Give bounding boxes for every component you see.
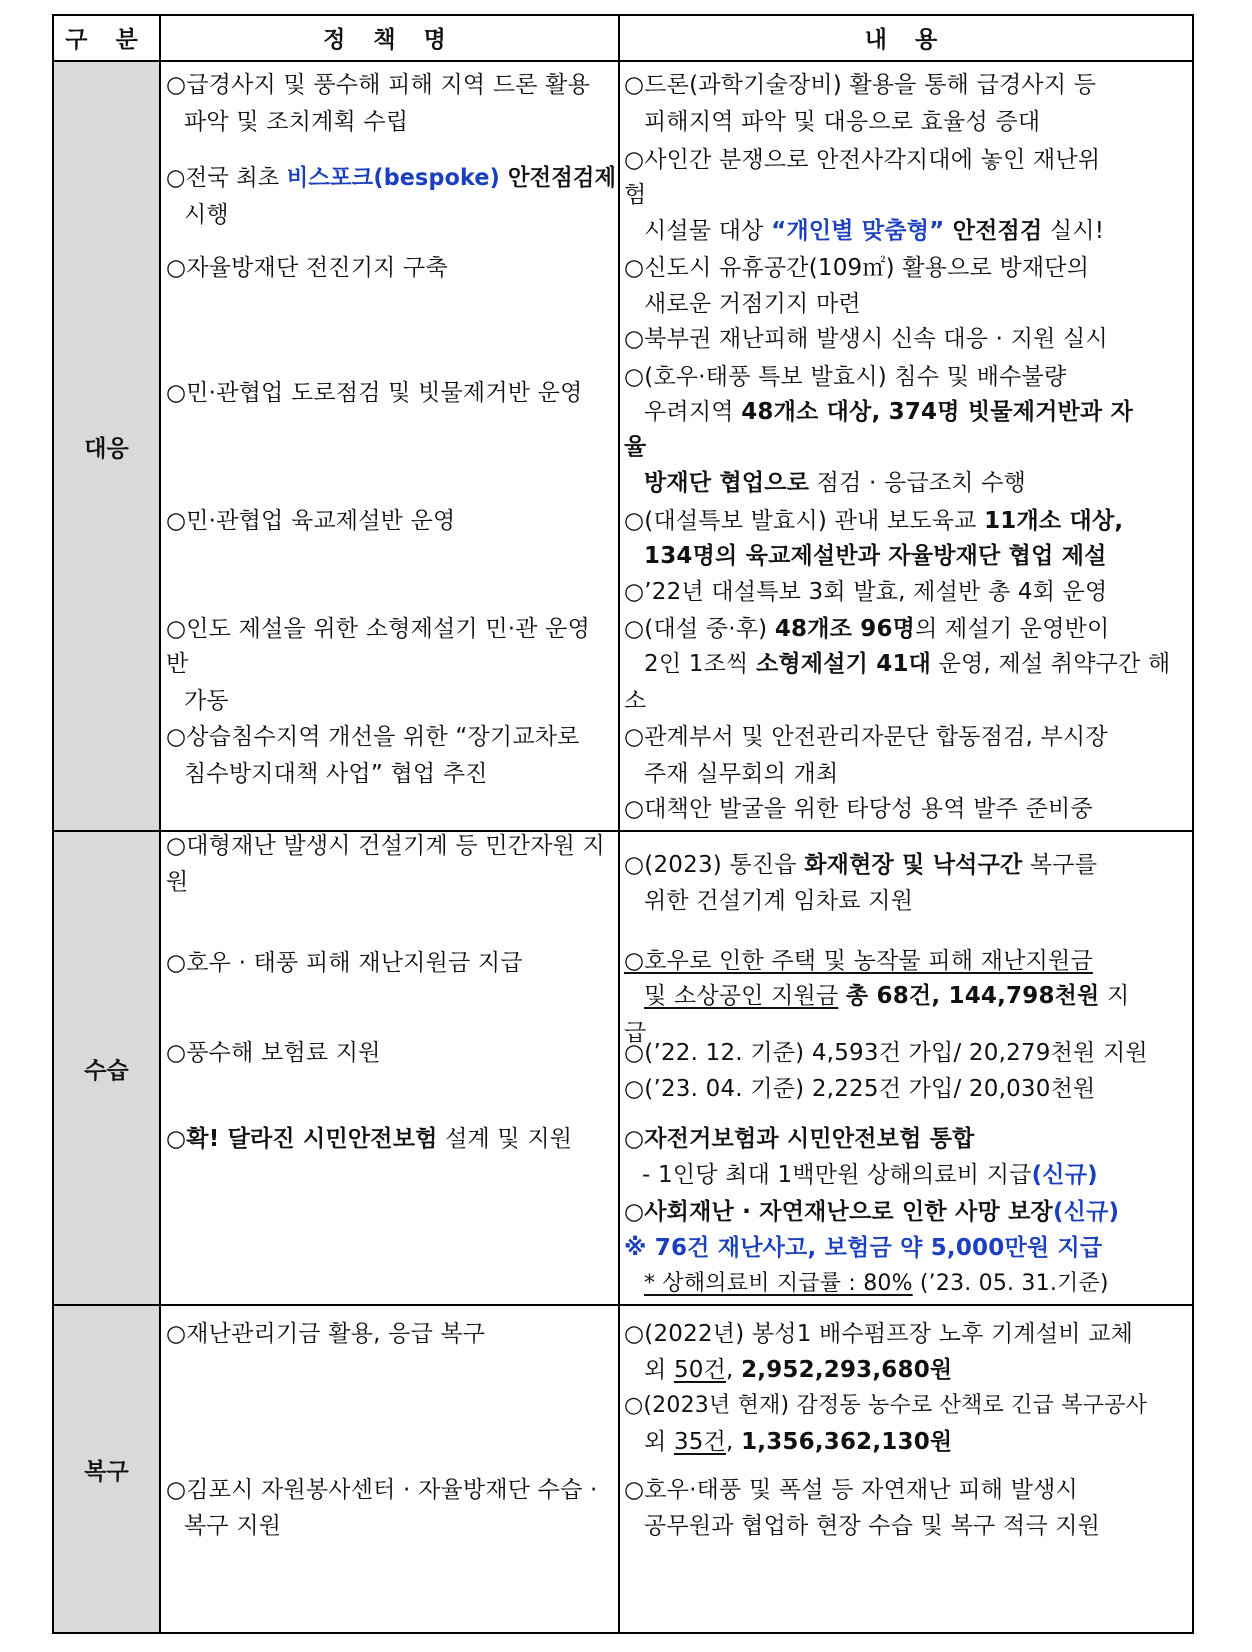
- content-line: 소: [624, 688, 647, 714]
- content-line: 피해지역 파악 및 대응으로 효율성 증대: [644, 109, 1041, 135]
- category-recovery-support: [54, 832, 159, 1304]
- content-line: 험: [624, 182, 647, 208]
- content-line: ○(2023년 현재) 감정동 농수로 산책로 긴급 복구공사: [624, 1393, 1148, 1418]
- content-line: 우려지역 48개소 대상, 374명 빗물제거반과 자: [644, 399, 1133, 425]
- content-line: ○(2022년) 봉성1 배수펌프장 노후 기계설비 교체: [624, 1321, 1134, 1347]
- content-line: ○(’22. 12. 기준) 4,593건 가입/ 20,279천원 지원: [624, 1040, 1148, 1066]
- content-line: ○사인간 분쟁으로 안전사각지대에 놓인 재난위: [624, 147, 1101, 173]
- policy-line: ○풍수해 보험료 지원: [166, 1040, 381, 1066]
- bespoke-highlight: 비스포크(bespoke): [286, 165, 501, 191]
- policy-line: ○민·관협업 도로점검 및 빗물제거반 운영: [166, 380, 583, 406]
- column-divider-2: [618, 14, 620, 1634]
- content-line: 위한 건설기계 임차료 지원: [644, 888, 914, 914]
- header-content: [620, 14, 1192, 60]
- policy-line: 파악 및 조치계획 수립: [184, 109, 409, 135]
- category-restoration-label: 복구: [84, 1458, 129, 1485]
- content-line: 2인 1조씩 소형제설기 41대 운영, 제설 취약구간 해: [644, 651, 1171, 677]
- content-line: ○’22년 대설특보 3회 발효, 제설반 총 4회 운영: [624, 579, 1108, 605]
- policy-line: ○재난관리기금 활용, 응급 복구: [166, 1321, 486, 1347]
- content-line: 시설물 대상 “개인별 맞춤형” 안전점검 실시!: [644, 218, 1105, 244]
- content-line: ○드론(과학기술장비) 활용을 통해 급경사지 등: [624, 72, 1097, 98]
- policy-line: ○전국 최초 비스포크(bespoke) 안전점검제: [166, 165, 617, 191]
- header-divider: [52, 60, 1194, 62]
- policy-line: 시행: [184, 202, 229, 228]
- header-category-label: 구 분: [65, 26, 148, 53]
- content-line: ○(대설 중·후) 48개조 96명의 제설기 운영반이: [624, 616, 1110, 642]
- content-line: ○관계부서 및 안전관리자문단 합동점검, 부시장: [624, 724, 1108, 750]
- category-restoration: [54, 1306, 159, 1632]
- header-policy-name: [161, 14, 618, 60]
- policy-line: ○상습침수지역 개선을 위한 “장기교차로: [166, 724, 580, 750]
- content-line: ○(’23. 04. 기준) 2,225건 가입/ 20,030천원: [624, 1076, 1096, 1102]
- content-line: ○호우·태풍 및 폭설 등 자연재난 피해 발생시: [624, 1477, 1078, 1503]
- policy-line: 복구 지원: [184, 1513, 282, 1539]
- content-line: 급: [624, 1020, 647, 1046]
- content-line: ○북부권 재난피해 발생시 신속 대응 · 지원 실시: [624, 326, 1108, 352]
- category-response-label: 대응: [84, 435, 129, 462]
- category-recovery-support-label: 수습: [84, 1057, 129, 1084]
- content-line: ※ 76건 재난사고, 보험금 약 5,000만원 지급: [624, 1235, 1103, 1261]
- column-divider-1: [159, 14, 161, 1634]
- new-badge: (신규): [1031, 1162, 1098, 1188]
- header-category: [54, 14, 159, 60]
- content-line: 새로운 거점기지 마련: [644, 291, 861, 317]
- policy-table: [52, 14, 1194, 1634]
- policy-line: ○호우 · 태풍 피해 재난지원금 지급: [166, 950, 523, 976]
- policy-line: ○인도 제설을 위한 소형제설기 민·관 운영: [166, 616, 591, 642]
- content-line: 공무원과 협업하 현장 수습 및 복구 적극 지원: [644, 1513, 1101, 1539]
- content-line: 주재 실무회의 개최: [644, 761, 839, 787]
- content-line: 방재단 협업으로 점검 · 응급조치 수행: [644, 470, 1027, 496]
- content-line: - 1인당 최대 1백만원 상해의료비 지급(신규): [642, 1162, 1098, 1188]
- policy-line: ○민·관협업 육교제설반 운영: [166, 508, 456, 534]
- policy-line: ○김포시 자원봉사센터 · 자율방재단 수습 ·: [166, 1477, 598, 1503]
- content-line: ○(2023) 통진읍 화재현장 및 낙석구간 복구를: [624, 852, 1098, 878]
- content-line: 134명의 육교제설반과 자율방재단 협업 제설: [644, 543, 1107, 569]
- header-policy-name-label: 정 책 명: [323, 26, 456, 53]
- policy-line: ○급경사지 및 풍수해 피해 지역 드론 활용: [166, 72, 591, 98]
- header-content-label: 내 용: [864, 26, 948, 53]
- content-line: 및 소상공인 지원금 총 68건, 144,798천원 지: [644, 983, 1130, 1009]
- category-response: [54, 62, 159, 830]
- custom-inspection-highlight: “개인별 맞춤형”: [771, 218, 945, 244]
- content-line: ○사회재난 · 자연재난으로 인한 사망 보장(신규): [624, 1199, 1120, 1225]
- content-line: 외 50건, 2,952,293,680원: [644, 1357, 953, 1383]
- content-line: * 상해의료비 지급률 : 80% (’23. 05. 31.기준): [644, 1271, 1109, 1296]
- row-divider-2: [52, 1304, 1194, 1306]
- new-badge: (신규): [1052, 1199, 1120, 1225]
- policy-line: 원: [166, 869, 189, 895]
- policy-line: 반: [166, 651, 189, 677]
- content-line: 외 35건, 1,356,362,130원: [644, 1429, 953, 1455]
- policy-line: ○자율방재단 전진기지 구축: [166, 255, 448, 281]
- policy-line: 가동: [184, 688, 229, 714]
- content-line: ○(호우·태풍 특보 발효시) 침수 및 배수불량: [624, 364, 1067, 390]
- content-line: ○(대설특보 발효시) 관내 보도육교 11개소 대상,: [624, 508, 1124, 534]
- policy-line: 침수방지대책 사업” 협업 추진: [184, 761, 488, 787]
- content-line: ○신도시 유휴공간(109㎡) 활용으로 방재단의: [624, 255, 1090, 281]
- content-line: 율: [624, 434, 647, 460]
- content-line: ○대책안 발굴을 위한 타당성 용역 발주 준비중: [624, 796, 1093, 822]
- policy-line: ○대형재난 발생시 건설기계 등 민간자원 지: [166, 833, 605, 859]
- content-line: ○호우로 인한 주택 및 농작물 피해 재난지원금: [624, 948, 1093, 974]
- policy-line: ○확! 달라진 시민안전보험 설계 및 지원: [166, 1126, 573, 1152]
- content-line: ○자전거보험과 시민안전보험 통합: [624, 1126, 975, 1152]
